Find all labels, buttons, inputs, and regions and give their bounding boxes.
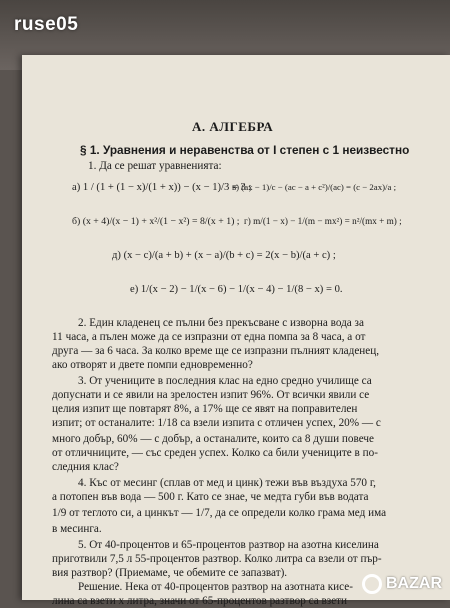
paragraph-line: от отличниците, — със среден успех. Колко са били учениците в по- [52, 447, 378, 459]
equation-d: д) (x − c)/(a + b) + (x − a)/(b + c) = 2(x − b)/(a + c) ; [112, 250, 336, 261]
watermark-ruse05: ruse05 [14, 14, 79, 35]
paragraph-line: друга — за 6 часа. За колко време ще се изпразни пълният кладенец, [52, 345, 380, 357]
equation-v: в) (ax − 1)/c − (ac − a + c²)/(ac) = (c − 2ax)/a ; [232, 182, 397, 192]
paragraph-line: изпит; от останалите: 1/18 са взели изпита с отличен успех, 20% — с [52, 417, 381, 429]
paragraph-line: лина са взети x литра, значи от 65-процентов разтвор са взети [52, 595, 348, 607]
equation-e: е) 1/(x − 2) − 1/(x − 6) − 1/(x − 4) − 1/(8 − x) = 0. [130, 284, 343, 295]
paragraph-line: 11 часа, а пълен може да се изпразни от една помпа за 8 часа, а от [52, 331, 366, 343]
task-1-title: 1. Да се решат уравненията: [88, 160, 222, 172]
brand-ring-icon [362, 574, 382, 594]
brand-text: BAZAR [386, 575, 442, 592]
equation-a: а) 1 / (1 + (1 − x)/(1 + x)) − (x − 1)/3 = 3 ; [72, 182, 252, 193]
paragraph-line: допуснати и се явили на зрелостен изпит 96%. От всички явили се [52, 389, 370, 401]
paragraph-line: 2. Един кладенец се пълни без прекъсване с изворна вода за [78, 317, 364, 329]
paragraph-line: ако отворят и двете помпи едновременно? [52, 359, 253, 371]
equation-b: б) (x + 4)/(x − 1) + x²/(1 − x²) = 8/(x + 1) ; [72, 216, 240, 227]
paragraph-line: Решение. Нека от 40-процентов разтвор на азотната кисе- [78, 581, 353, 593]
paragraph-line: много добър, 60% — с добър, а останалите, които са 8 души повече [52, 433, 375, 445]
paragraph-line: 3. От учениците в последния клас на едно средно училище са [78, 375, 372, 387]
paragraph-line: вия разтвор? (Приемаме, че обемите се запазват). [52, 567, 288, 579]
equation-g: г) m/(1 − x) − 1/(m − mx²) = n²/(mx + m) ; [244, 216, 402, 226]
book-page [22, 55, 450, 607]
paragraph-line: в месинга. [52, 523, 102, 535]
paragraph-line: а потопен във вода — 500 г. Като се знае, че медта губи във водата [52, 491, 369, 503]
section-title: § 1. Уравнения и неравенства от I степен с 1 неизвестно [80, 143, 410, 157]
paragraph-line: следния клас? [52, 461, 119, 473]
brand-logo [362, 574, 442, 594]
paragraph-line: 5. От 40-процентов и 65-процентов разтвор на азотна киселина [78, 539, 379, 551]
paragraph-line: приготвили 7,5 л 55-процентов разтвор. Колко литра са взели от пър- [52, 553, 382, 565]
paragraph-line: 1/9 от теглото си, а цинкът — 1/7, да се определи колко грама мед има [52, 507, 387, 519]
chapter-title: А. АЛГЕБРА [192, 119, 274, 134]
paragraph-line: целия изпит ще повтарят 8%, а 17% ще се явят на поправителен [52, 403, 358, 415]
paragraph-line: 4. Къс от месинг (сплав от мед и цинк) тежи във въздуха 570 г, [78, 477, 376, 489]
